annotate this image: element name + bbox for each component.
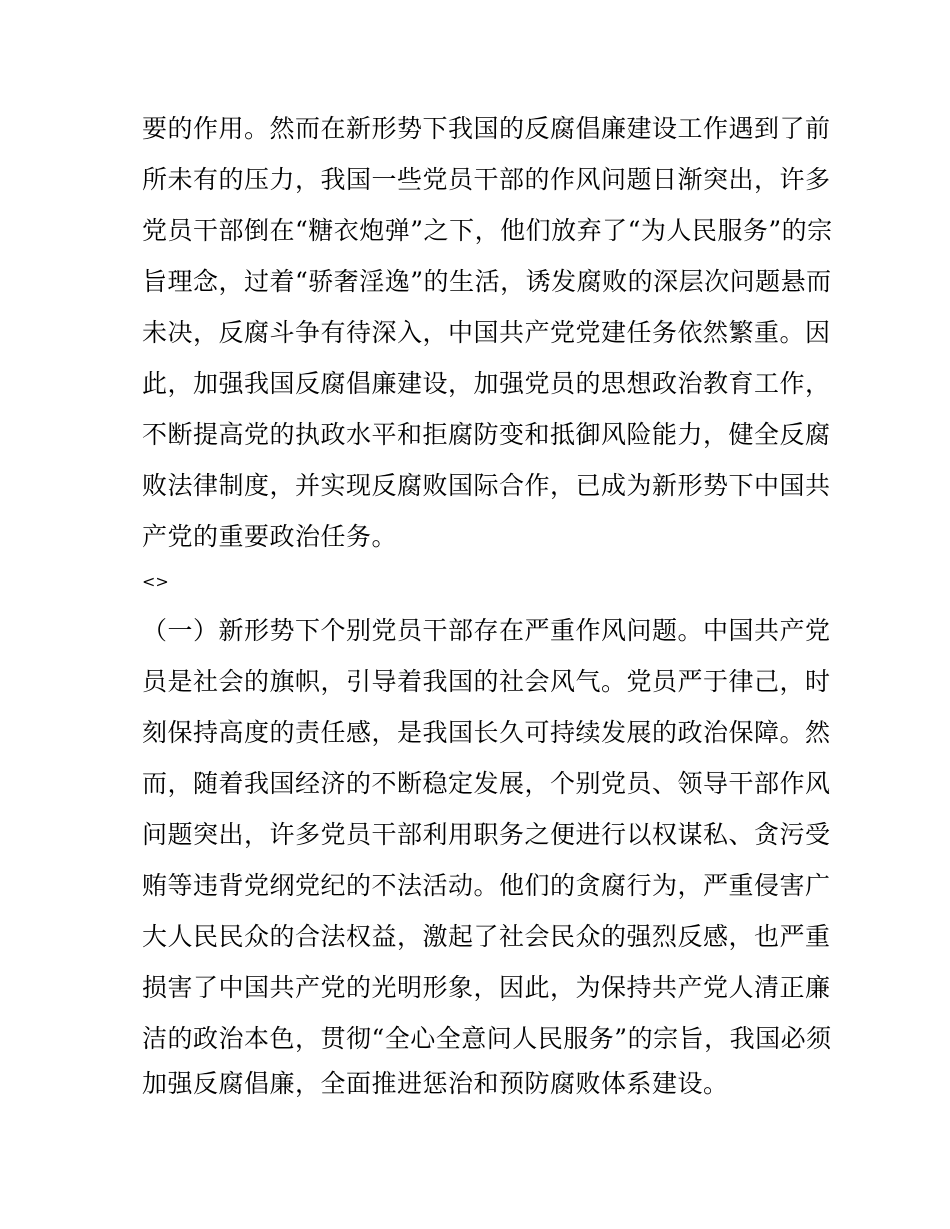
paragraph-2-line-9: 洁的政治本色，贯彻“全心全意问人民服务”的宗旨，我国必须 <box>142 1024 832 1053</box>
paragraph-2-line-4: 而，随着我国经济的不断稳定发展，个别党员、领导干部作风 <box>142 769 831 798</box>
paragraph-1-line-4: 旨理念，过着“骄奢淫逸”的生活，诱发腐败的深层次问题悬而 <box>142 267 832 296</box>
paragraph-1-line-5: 未决，反腐斗争有待深入，中国共产党党建任务依然繁重。因 <box>142 318 831 347</box>
paragraph-2-line-6: 贿等违背党纲党纪的不法活动。他们的贪腐行为，严重侵害广 <box>142 871 831 900</box>
paragraph-2-line-5: 问题突出，许多党员干部利用职务之便进行以权谋私、贪污受 <box>142 820 831 849</box>
paragraph-2-line-10: 加强反腐倡廉，全面推进惩治和预防腐败体系建设。 <box>142 1069 729 1098</box>
paragraph-1-line-6: 此，加强我国反腐倡廉建设，加强党员的思想政治教育工作， <box>142 369 831 398</box>
paragraph-1-line-3: 党员干部倒在“糖衣炮弹”之下，他们放弃了“为人民服务”的宗 <box>142 216 833 245</box>
section-marker: <> <box>142 572 169 591</box>
paragraph-1-line-2: 所未有的压力，我国一些党员干部的作风问题日渐突出，许多 <box>142 165 831 194</box>
paragraph-2-line-1: （一）新形势下个别党员干部存在严重作风问题。中国共产党 <box>142 616 831 645</box>
paragraph-1-line-7: 不断提高党的执政水平和拒腐防变和抵御风险能力，健全反腐 <box>142 420 831 449</box>
paragraph-2-line-8: 损害了中国共产党的光明形象，因此，为保持共产党人清正廉 <box>142 973 831 1002</box>
paragraph-2-line-3: 刻保持高度的责任感，是我国长久可持续发展的政治保障。然 <box>142 718 831 747</box>
paragraph-2-line-2: 员是社会的旗帜，引导着我国的社会风气。党员严于律己，时 <box>142 667 831 696</box>
paragraph-1-line-9: 产党的重要政治任务。 <box>142 522 398 551</box>
paragraph-1-line-1: 要的作用。然而在新形势下我国的反腐倡廉建设工作遇到了前 <box>142 114 831 143</box>
paragraph-2-line-7: 大人民民众的合法权益，激起了社会民众的强烈反感，也严重 <box>142 922 831 951</box>
paragraph-1-line-8: 败法律制度，并实现反腐败国际合作，已成为新形势下中国共 <box>142 471 831 500</box>
